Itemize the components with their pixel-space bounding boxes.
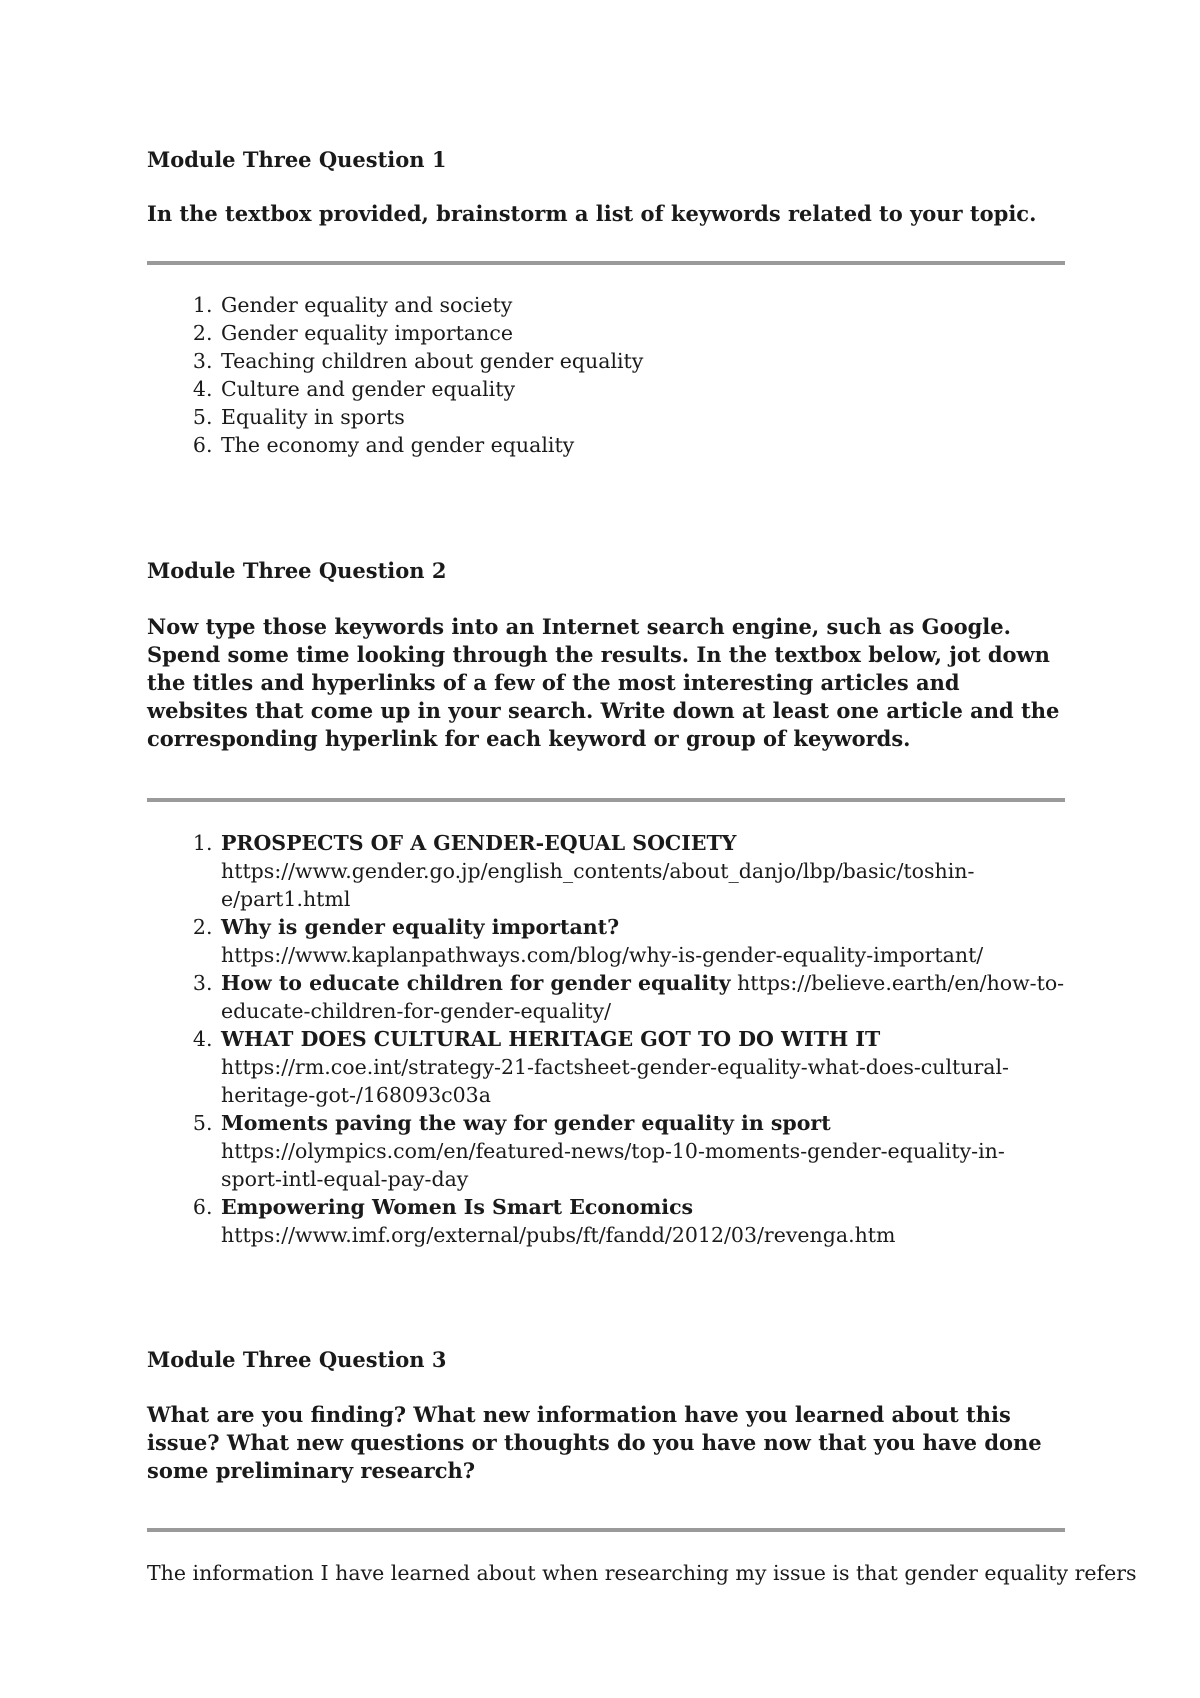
article-item xyxy=(219,913,1065,969)
article-link[interactable]: https://www.kaplanpathways.com/blog/why-is-gender-equality-important/ xyxy=(221,943,984,967)
q1-prompt: In the textbox provided, brainstorm a list of keywords related to your topic. xyxy=(147,201,1037,226)
article-item xyxy=(219,1193,1065,1249)
article-link[interactable]: https://rm.coe.int/strategy-21-factsheet-gender-equality-what-does-cultural-heritage-got-/168093c03a xyxy=(221,1055,1009,1107)
article-link[interactable]: https://olympics.com/en/featured-news/top-10-moments-gender-equality-in-sport-intl-equal-pay-day xyxy=(221,1139,1005,1191)
keyword-item: 6. The economy and gender equality xyxy=(219,431,1065,459)
q3-heading: Module Three Question 3 xyxy=(147,1347,447,1372)
article-item xyxy=(219,969,1065,1025)
article-title: Moments paving the way for gender equality in sport xyxy=(221,1111,831,1135)
article-title: Why is gender equality important? xyxy=(221,915,620,939)
article-title: How to educate children for gender equality xyxy=(221,971,731,995)
article-title: WHAT DOES CULTURAL HERITAGE GOT TO DO WITH IT xyxy=(221,1027,881,1051)
q1-divider xyxy=(147,261,1065,265)
article-item xyxy=(219,829,1065,913)
article-title: Empowering Women Is Smart Economics xyxy=(221,1195,694,1219)
article-item xyxy=(219,1109,1065,1193)
q1-keyword-list xyxy=(147,291,1065,459)
q3-divider xyxy=(147,1528,1065,1532)
q1-heading: Module Three Question 1 xyxy=(147,147,447,172)
q2-heading: Module Three Question 2 xyxy=(147,558,447,583)
article-link[interactable]: https://www.gender.go.jp/english_contents/about_danjo/lbp/basic/toshin-e/part1.html xyxy=(221,859,975,911)
document-page xyxy=(147,146,1137,1587)
q3-prompt: What are you finding? What new information have you learned about this issue? What new questions or thoughts do you have now that you have done some preliminary research? xyxy=(147,1402,1042,1483)
keyword-item: 5. Equality in sports xyxy=(219,403,1065,431)
keyword-item: 1. Gender equality and society xyxy=(219,291,1065,319)
keyword-item: 2. Gender equality importance xyxy=(219,319,1065,347)
q2-divider xyxy=(147,798,1065,802)
q2-prompt: Now type those keywords into an Internet search engine, such as Google. Spend some time looking through the results. In the textbox below, jot down the titles and hyperlinks of a few of the most interesting articles and websites that come up in your search. Write down at least one article and the corresponding hyperlink for each keyword or group of keywords. xyxy=(147,614,1060,751)
article-item xyxy=(219,1025,1065,1109)
q2-article-list xyxy=(147,829,1065,1249)
article-link[interactable]: https://www.imf.org/external/pubs/ft/fandd/2012/03/revenga.htm xyxy=(221,1223,896,1247)
keyword-item: 4. Culture and gender equality xyxy=(219,375,1065,403)
keyword-item: 3. Teaching children about gender equality xyxy=(219,347,1065,375)
q3-answer: The information I have learned about when researching my issue is that gender equality refers xyxy=(147,1561,1137,1585)
article-link[interactable]: https://believe.earth/en/how-to-educate-children-for-gender-equality/ xyxy=(221,971,1065,1023)
article-title: PROSPECTS OF A GENDER-EQUAL SOCIETY xyxy=(221,831,737,855)
